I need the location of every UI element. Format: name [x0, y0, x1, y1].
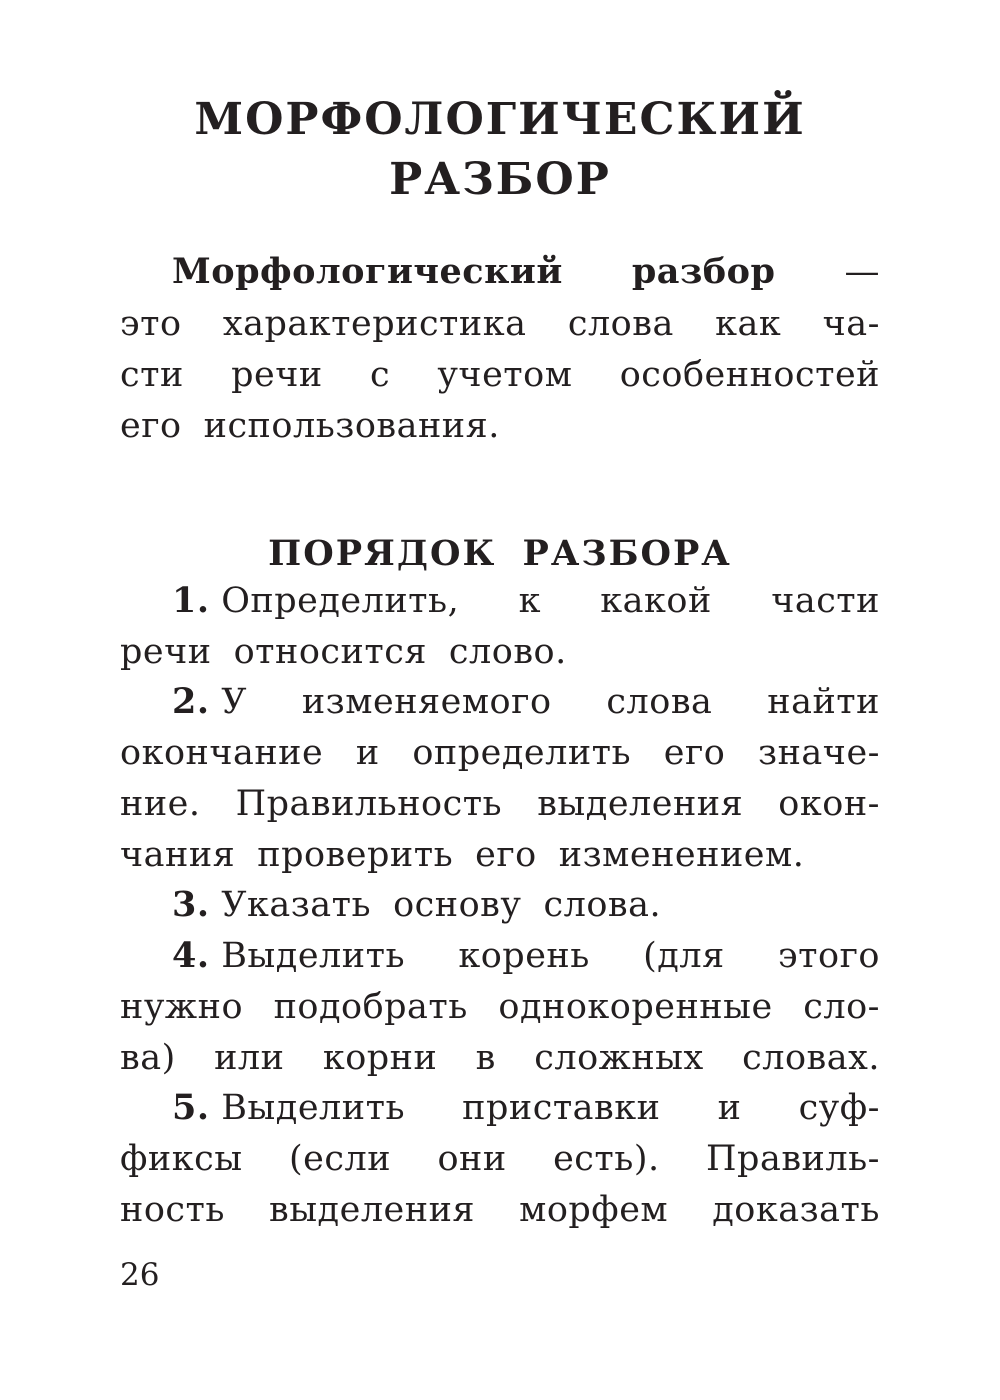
- word: ва): [120, 1038, 176, 1078]
- word: слова.: [543, 885, 662, 925]
- word: определить: [412, 733, 632, 773]
- word: окон-: [778, 784, 880, 824]
- word: Указать: [221, 885, 372, 925]
- word: его: [475, 835, 537, 875]
- step-4-line-3: [120, 1033, 880, 1083]
- word: или: [214, 1038, 285, 1078]
- word: Выделить: [221, 1088, 406, 1128]
- word: значе-: [758, 733, 880, 773]
- word: части: [771, 581, 880, 621]
- word: речи: [120, 632, 212, 672]
- word: использования.: [203, 406, 500, 446]
- word: корень: [458, 936, 590, 976]
- step-4-line-2: [120, 982, 880, 1032]
- step-number: 3.: [172, 884, 210, 925]
- word: Выделить: [221, 936, 406, 976]
- definition-dash: —: [844, 252, 880, 292]
- step-number: 2.: [172, 681, 210, 722]
- word: У: [221, 682, 247, 722]
- word: изменением.: [558, 835, 805, 875]
- word: как: [715, 304, 782, 344]
- step-1-first: [172, 576, 459, 626]
- word: ча-: [822, 304, 880, 344]
- definition-term-2: разбор: [631, 251, 776, 292]
- word: относится: [233, 632, 427, 672]
- word: Правильность: [235, 784, 503, 824]
- step-2-first: [172, 677, 247, 727]
- word: сложных: [534, 1038, 704, 1078]
- word: (для: [643, 936, 725, 976]
- word: доказать: [712, 1190, 880, 1230]
- word: сло-: [803, 987, 880, 1027]
- word: они: [437, 1139, 507, 1179]
- word: фиксы: [120, 1139, 243, 1179]
- word: корни: [322, 1038, 438, 1078]
- step-2-line-1: [120, 677, 880, 727]
- step-4-line-1: [120, 931, 880, 981]
- word: изменяемого: [301, 682, 552, 722]
- word: слова: [606, 682, 713, 722]
- word: и: [717, 1088, 742, 1128]
- definition-line-3: [120, 350, 880, 400]
- word: его: [663, 733, 726, 773]
- definition-line-1: [120, 247, 880, 297]
- step-4-first: [172, 931, 405, 981]
- step-5-line-2: [120, 1134, 880, 1184]
- step-2-line-4: [120, 830, 880, 880]
- word: это: [120, 304, 182, 344]
- word: ность: [120, 1190, 225, 1230]
- word: суф-: [798, 1088, 880, 1128]
- word: окончание: [120, 733, 324, 773]
- step-5-line-3: [120, 1185, 880, 1235]
- word: ние.: [120, 784, 201, 824]
- word: Определить,: [221, 581, 460, 621]
- word: однокоренные: [498, 987, 773, 1027]
- step-number: 1.: [172, 580, 210, 621]
- word: и: [355, 733, 380, 773]
- step-2-line-3: [120, 779, 880, 829]
- word: к: [518, 581, 541, 621]
- page-title-line-1: МОРФОЛОГИЧЕСКИЙ: [194, 94, 806, 145]
- step-2-line-2: [120, 728, 880, 778]
- definition-term: Морфологический: [172, 251, 563, 292]
- section-title: ПОРЯДОК РАЗБОРА: [268, 533, 732, 575]
- step-3-line-1: [120, 880, 880, 930]
- word: подобрать: [273, 987, 468, 1027]
- step-5-first: [172, 1083, 405, 1133]
- word: приставки: [462, 1088, 661, 1128]
- word: чания: [120, 835, 236, 875]
- word: в: [475, 1038, 496, 1078]
- word: слово.: [448, 632, 567, 672]
- step-number: 5.: [172, 1087, 210, 1128]
- word: найти: [767, 682, 880, 722]
- word: учетом: [437, 355, 573, 395]
- word: речи: [231, 355, 323, 395]
- word: выделения: [269, 1190, 476, 1230]
- step-1-line-1: [120, 576, 880, 626]
- word: (если: [288, 1139, 392, 1179]
- word: характеристика: [222, 304, 527, 344]
- page-title-line-2: РАЗБОР: [389, 154, 611, 205]
- word: нужно: [120, 987, 244, 1027]
- step-1-line-2: [120, 627, 880, 677]
- word: его: [120, 406, 182, 446]
- word: словах.: [742, 1038, 880, 1078]
- word: основу: [393, 885, 522, 925]
- word: этого: [778, 936, 880, 976]
- word: проверить: [257, 835, 454, 875]
- step-3-first: [172, 880, 371, 930]
- word: слова: [567, 304, 674, 344]
- word: Правиль-: [706, 1139, 880, 1179]
- word: какой: [600, 581, 712, 621]
- word: выделения: [537, 784, 744, 824]
- definition-line-4: [120, 401, 880, 451]
- step-5-line-1: [120, 1083, 880, 1133]
- word: сти: [120, 355, 184, 395]
- word: морфем: [519, 1190, 669, 1230]
- word: с: [369, 355, 391, 395]
- book-page: [120, 0, 880, 1400]
- step-number: 4.: [172, 935, 210, 976]
- definition-line-2: [120, 299, 880, 349]
- word: особенностей: [619, 355, 880, 395]
- page-number: 26: [120, 1257, 160, 1293]
- word: есть).: [553, 1139, 660, 1179]
